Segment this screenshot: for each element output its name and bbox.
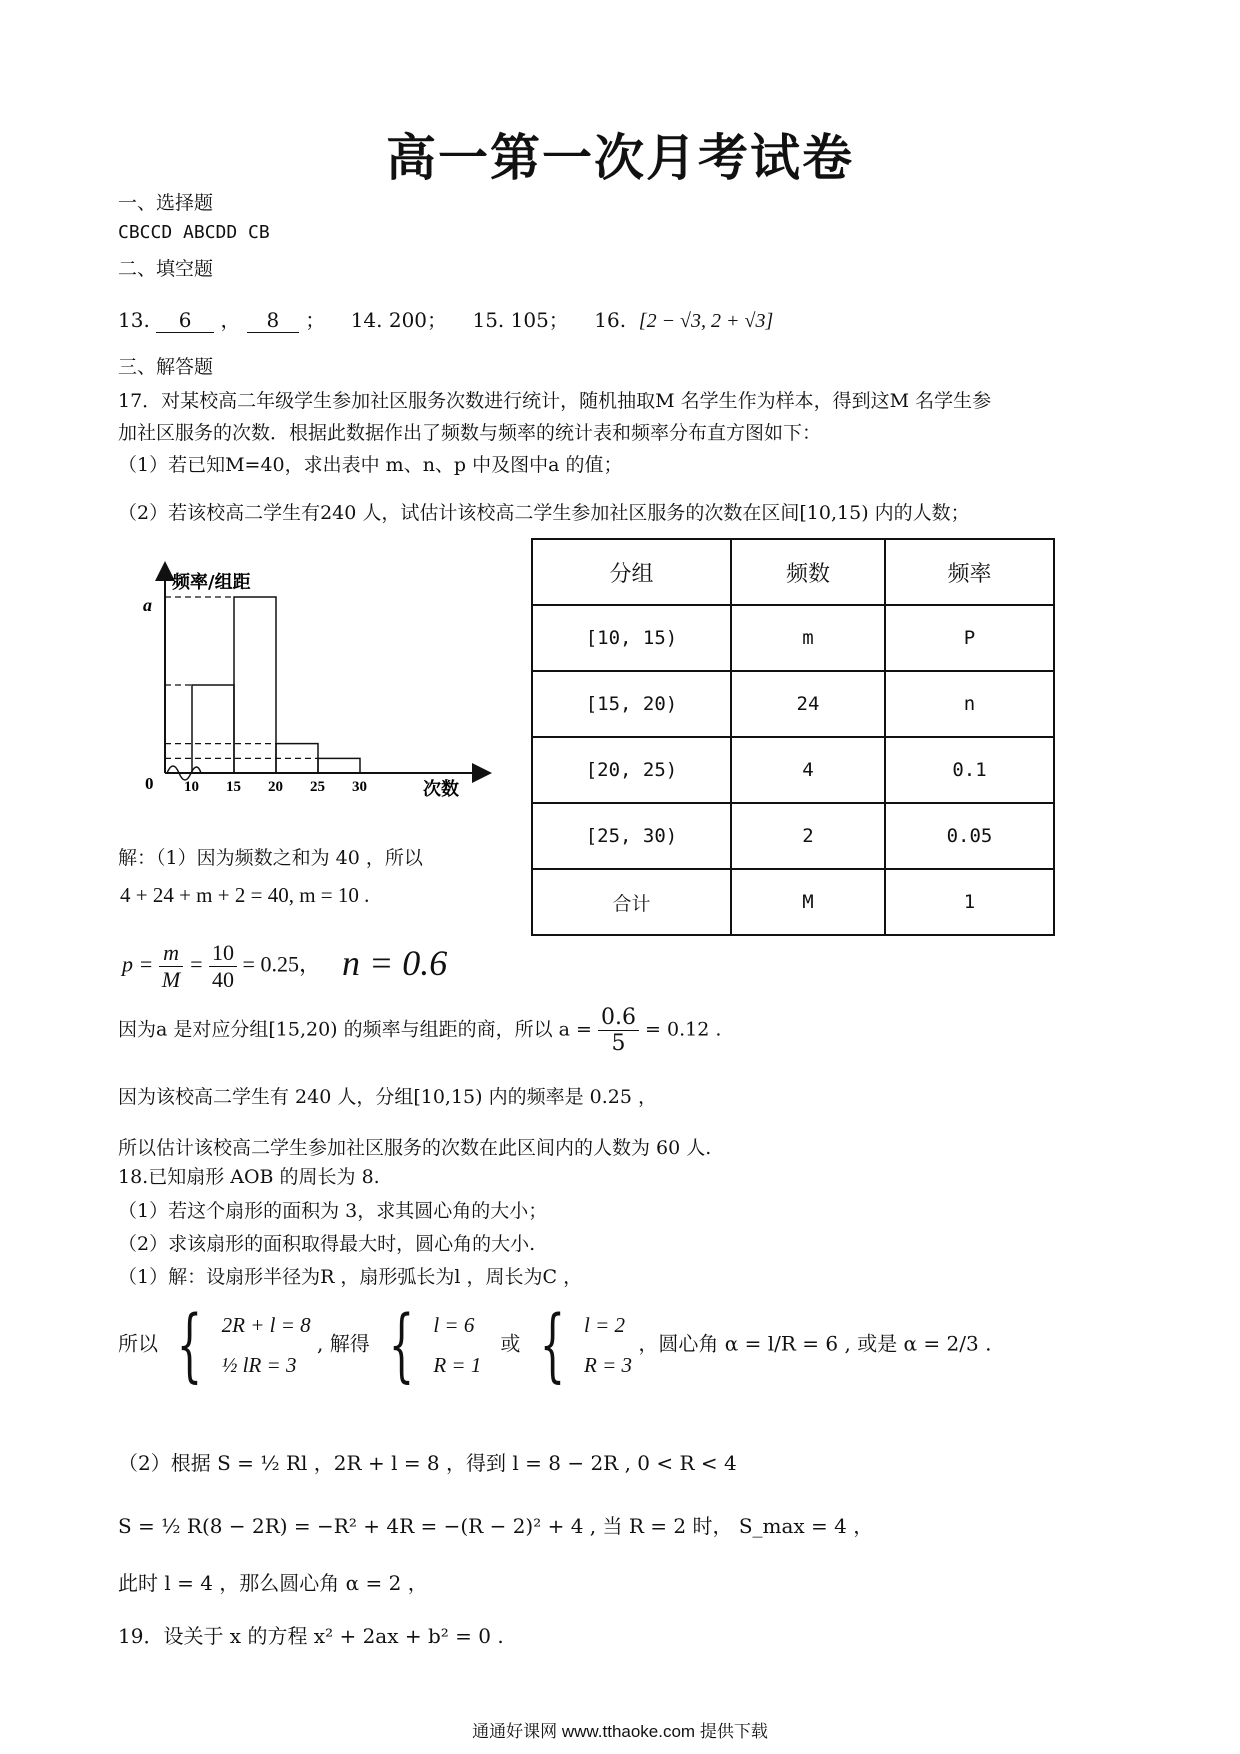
frac-den: 40 — [212, 967, 235, 992]
n-value: n = 0.6 — [342, 943, 448, 983]
sol-a2: R = 1 — [433, 1353, 482, 1377]
left-brace: { — [177, 1298, 203, 1391]
frequency-table — [531, 538, 1055, 936]
section3-heading: 三、解答题 — [118, 356, 214, 378]
x-tick-label: 25 — [310, 779, 325, 795]
a-label: a — [143, 595, 152, 615]
fraction-10-over-40 — [209, 940, 237, 993]
histogram-bar — [192, 685, 234, 773]
equation-2: ½ lR = 3 — [221, 1353, 297, 1377]
table-cell: n — [885, 671, 1054, 737]
q17-solution-line2: 4 + 24 + m + 2 = 40, m = 10 . — [120, 883, 370, 907]
table-header-row — [532, 539, 1054, 605]
p-rhs: = 0.25， — [242, 951, 321, 977]
x-tick-label: 15 — [226, 779, 241, 795]
q18-part2: （2）求该扇形的面积取得最大时，圆心角的大小. — [118, 1233, 536, 1255]
frac-num: 0.6 — [598, 1005, 639, 1031]
q13-label: 13. — [118, 308, 150, 332]
section2-heading: 二、填空题 — [118, 258, 214, 280]
y-axis-label: 频率/组距 — [172, 572, 251, 593]
q15-answer: 15. 105； — [472, 308, 569, 332]
a-equation — [118, 1005, 721, 1056]
table-cell: 1 — [885, 869, 1054, 935]
table-cell: 频率 — [885, 539, 1054, 605]
choice-answers: CBCCD ABCDD CB — [118, 222, 270, 243]
q17-line-240: 因为该校高二学生有 240 人，分组[10,15) 内的频率是 0.25 ， — [118, 1086, 657, 1108]
table-cell: 分组 — [532, 539, 731, 605]
q17-stem-line2: 加社区服务的次数．根据此数据作出了频数与频率的统计表和频率分布直方图如下： — [118, 422, 822, 444]
fill-answers-line: 13. 6 ， 8 ； 14. 200； 15. 105； 16. [2 − √3, 2 + √3] — [118, 308, 774, 332]
q13-answer-b: 8 — [247, 308, 299, 333]
left-brace: { — [388, 1298, 415, 1391]
q17-part1: （1）若已知M=40，求出表中 m、n、p 中及图中a 的值； — [118, 454, 623, 476]
x-axis-label: 次数 — [423, 779, 459, 800]
left-brace: { — [539, 1298, 565, 1391]
solution-set-a — [433, 1305, 481, 1385]
q13-answer-a: 6 — [156, 308, 214, 333]
section1-heading: 一、选择题 — [118, 192, 214, 214]
table-cell: [25, 30) — [532, 803, 731, 869]
frac-num: 10 — [209, 940, 237, 967]
table-cell: 合计 — [532, 869, 731, 935]
table-cell: [20, 25) — [532, 737, 731, 803]
table-cell: 频数 — [731, 539, 885, 605]
q18-stem: 18.已知扇形 AOB 的周长为 8. — [118, 1166, 380, 1188]
or-text: 或 — [500, 1331, 521, 1356]
table-cell: [15, 20) — [532, 671, 731, 737]
sol-b1: l = 2 — [584, 1313, 626, 1337]
solve-text: , 解得 — [317, 1331, 370, 1356]
q17-part2: （2）若该校高二学生有240 人，试估计该校高二学生参加社区服务的次数在区间[10,15) 内的人数； — [118, 502, 970, 524]
q17-solution-line1: 解：（1）因为频数之和为 40 ，所以 — [118, 847, 423, 869]
q19-stem: 19．设关于 x 的方程 x² + 2ax + b² = 0 . — [118, 1624, 504, 1648]
solution-set-b — [584, 1305, 632, 1385]
q14-answer: 14. 200； — [350, 308, 448, 332]
sol-a1: l = 6 — [433, 1313, 475, 1337]
angle-result: ，圆心角 α = l/R = 6 , 或是 α = 2/3 . — [638, 1331, 992, 1356]
table-row — [532, 671, 1054, 737]
table-cell: M — [731, 869, 885, 935]
p-equation: p = $\frac{m}{M}$ = $\frac{10}{40}$ = 0.25， — [122, 940, 321, 992]
table-cell: P — [885, 605, 1054, 671]
x-tick-label: 30 — [352, 779, 367, 795]
x-tick-label: 10 — [184, 779, 199, 795]
p-lhs: p = — [122, 951, 154, 977]
table-row — [532, 803, 1054, 869]
fraction-m-over-M — [159, 940, 183, 993]
histogram-bar — [318, 758, 360, 773]
a-rhs: = 0.12 . — [645, 1018, 722, 1041]
table-row — [532, 869, 1054, 935]
table-cell: 0.1 — [885, 737, 1054, 803]
so-text: 所以 — [118, 1331, 158, 1356]
table-cell: 2 — [731, 803, 885, 869]
table-row — [532, 605, 1054, 671]
q18-solution-line1: （1）解：设扇形半径为R ，扇形弧长为l ，周长为C ， — [118, 1266, 583, 1288]
page-title: 高一第一次月考试卷 — [386, 128, 854, 187]
frac-num: m — [159, 940, 183, 967]
table-cell: 0.05 — [885, 803, 1054, 869]
x-tick-label: 20 — [268, 779, 283, 795]
sol-b2: R = 3 — [584, 1353, 633, 1377]
system-equations — [222, 1305, 311, 1385]
histogram-bar — [234, 597, 276, 773]
table-cell: m — [731, 605, 885, 671]
q17-stem-line1: 17．对某校高二年级学生参加社区服务次数进行统计，随机抽取M 名学生作为样本，得到这M 名学生参 — [118, 390, 992, 412]
q17-line-60: 所以估计该校高二学生参加社区服务的次数在此区间内的人数为 60 人. — [118, 1137, 712, 1159]
fraction-0.6-over-5 — [598, 1005, 639, 1056]
origin-label: 0 — [145, 774, 154, 793]
table-row — [532, 737, 1054, 803]
table-cell: [10, 15) — [532, 605, 731, 671]
frac-den: M — [161, 967, 181, 992]
q18-solution-line2: （2）根据 S = ½ Rl ，2R + l = 8 ，得到 l = 8 − 2R , 0 < R < 4 — [118, 1451, 737, 1475]
frequency-histogram — [140, 555, 500, 805]
q18-system-line — [118, 1298, 992, 1391]
q16-answer: [2 − √3, 2 + √3] — [638, 310, 774, 332]
q16-label: 16. — [594, 308, 627, 332]
q18-part1: （1）若这个扇形的面积为 3，求其圆心角的大小； — [118, 1200, 548, 1222]
a-text: 因为a 是对应分组[15,20) 的频率与组距的商，所以 a = — [118, 1018, 592, 1041]
footer-source: 通通好课网 www.tthaoke.com 提供下载 — [472, 1722, 768, 1741]
table-cell: 24 — [731, 671, 885, 737]
equation-1: 2R + l = 8 — [221, 1313, 311, 1337]
q18-solution-line4: 此时 l = 4 ，那么圆心角 α = 2 ， — [118, 1571, 428, 1595]
frac-den: 5 — [611, 1031, 626, 1056]
table-cell: 4 — [731, 737, 885, 803]
q18-solution-line3: S = ½ R(8 − 2R) = −R² + 4R = −(R − 2)² + 4 , 当 R = 2 时， S_max = 4 ， — [118, 1514, 874, 1538]
